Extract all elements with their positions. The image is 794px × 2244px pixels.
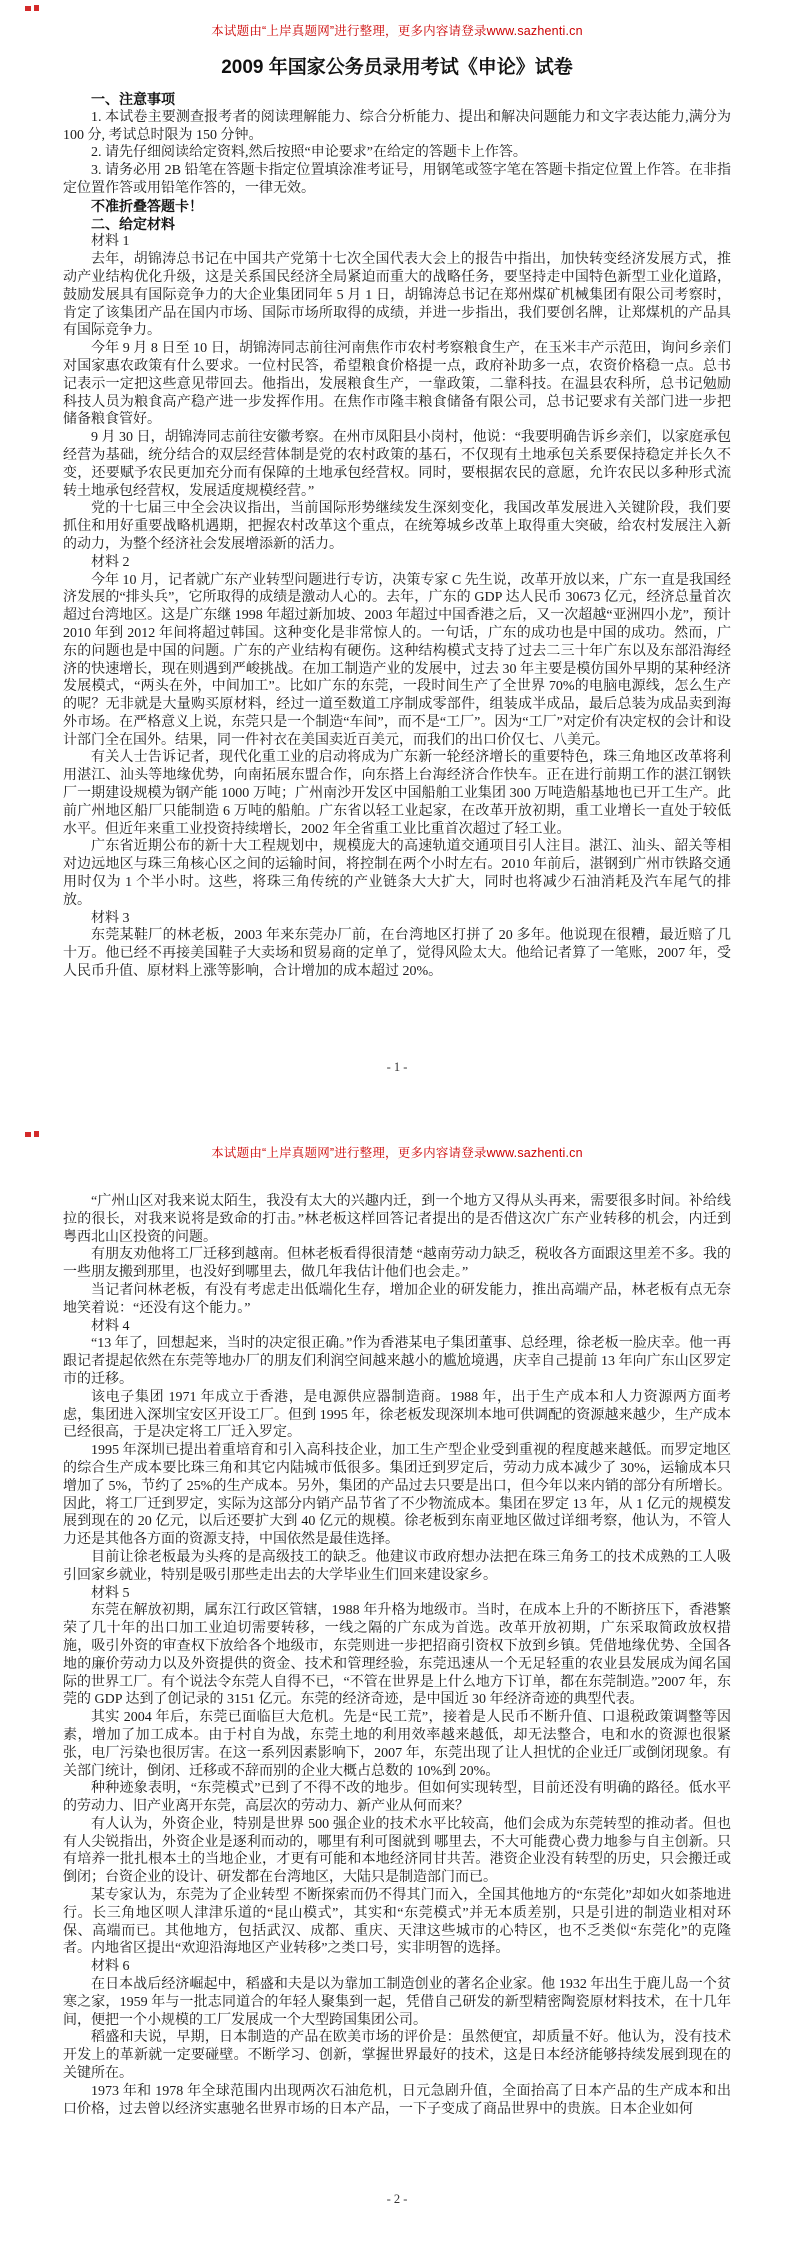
material-label: 材料 3: [91, 910, 130, 926]
material-label: 材料 1: [91, 234, 130, 250]
paragraph: 党的十七届三中全会决议指出，当前国际形势继续发生深刻变化，我国改革发展进入关键阶段，我们要抓住和用好重要战略机遇期，把握农村改革这个重点，在统筹城乡改革上取得重大突破，给农村发展注入新的动力，为整个经济社会发展增添新的活力。: [63, 501, 731, 552]
page-2: [0, 1122, 794, 2244]
paragraph: 2. 请先仔细阅读给定资料,然后按照“申论要求”在给定的答题卡上作答。: [91, 145, 527, 161]
section-heading: 一、注意事项: [91, 91, 175, 107]
paragraph: 去年，胡锦涛总书记在中国共产党第十七次全国代表大会上的报告中指出，加快转变经济发展方式，推动产业结构优化升级，这是关系国民经济全局紧迫而重大的战略任务，要坚持走中国特色新型工业化道路，鼓励发展具有国际竞争力的大企业集团同年 5 月 1 日，胡锦涛总书记在郑州煤矿机械集团有限公司考察时，肯定了该集团产品在国内市场、国际市场所取得的成绩，并进一步指出，我们要创名牌，让郑煤机的产品具有国际竞争力。: [63, 252, 731, 339]
paragraph: 东莞在解放初期，属东江行政区管辖，1988 年升格为地级市。当时，在成本上升的不断挤压下，香港繁荣了几十年的出口加工业迫切需要转移，一线之隔的广东成为首选。改革开放初期，广东采取简政放权措施，吸引外资的审查权下放给各个地级市，东莞则进一步把招商引资权下放到乡镇。凭借地缘优势、全国各地的廉价劳动力以及外资提供的资金、技术和管理经验，东莞迅速从一个无足轻重的农业县发展成为闻名国际的世界工厂。有个说法令东莞人自得不已，“不管在世界是上什么地方下订单，都在东莞制造。”2007 年，东莞的 GDP 达到了创记录的 3151 亿元。东莞的经济奇迹，是中国近 30 年经济奇迹的典型代表。: [63, 1603, 731, 1708]
paragraph: 广东省近期公布的新十大工程规划中，规模庞大的高速轨道交通项目引人注目。湛江、汕头、韶关等相对边远地区与珠三角核心区之间的运输时间，将控制在两个小时左右。2010 年前后，湛钢到广州市铁路交通用时仅为 1 个半小时。这些，将珠三角传统的产业链条大大扩大，同时也将减少石油消耗及汽车尾气的排放。: [63, 839, 731, 908]
paragraph: 今年 10 月，记者就广东产业转型问题进行专访，决策专家 C 先生说，改革开放以来，广东一直是我国经济发展的“排头兵”，它所取得的成绩是激动人心的。去年，广东的 GDP 达人民币 30673 亿元，经济总量首次超过台湾地区。这是广东继 1998 年超过新加坡、2003 年超过中国香港之后，又一次超越“亚洲四小龙”，预计 2010 年到 2012 年间将超过韩国。这种变化是非常惊人的。一句话，广东的成功也是中国的成功。然而，广东的问题也是中国的问题。广东的产业结构有硬伤。这种结构模式支持了过去二三十年广东以及东部沿海经济的快速增长，现在则遇到严峻挑战。在加工制造产业的发展中，过去 30 年主要是模仿国外早期的某种经济发展模式，“两头在外，中间加工”。比如广东的东莞，一段时间生产了全世界 70%的电脑电源线，怎么生产的呢？无非就是大量购买原材料，经过一道至数道工序制成零部件，组装成半成品，最后总装为成品卖到海外市场。在严格意义上说，东莞只是一个制造“车间”，而不是“工厂”。因为“工厂”对定价有决定权的会计和设计部门全在国外。结果，同一件衬衣在美国卖近百美元，而我们的出口价仅七、八美元。: [63, 572, 731, 748]
paragraph: 有朋友劝他将工厂迁移到越南。但林老板看得很清楚 “越南劳动力缺乏，税收各方面跟这里差不多。我的一些朋友搬到那里，也没好到哪里去，做几年我估计他们也会走。”: [63, 1247, 731, 1281]
paragraph: 稻盛和夫说，早期，日本制造的产品在欧美市场的评价是：虽然便宜，却质量不好。他认为，没有技术开发上的革新就一定要碰壁。不断学习、创新，掌握世界最好的技术，这是日本经济能够持续发展到现在的关键所在。: [63, 2030, 731, 2082]
source-watermark: 本试题由“上岸真题网”进行整理，更多内容请登录www.sazhenti.cn: [211, 24, 583, 38]
material-label: 材料 5: [91, 1585, 130, 1601]
section-heading: 二、给定材料: [91, 215, 175, 232]
paragraph: 1. 本试卷主要测查报考者的阅读理解能力、综合分析能力、提出和解决问题能力和文字表达能力,满分为 100 分, 考试总时限为 150 分钟。: [63, 109, 731, 143]
paragraph: 其实 2004 年后，东莞已面临巨大危机。先是“民工荒”，接着是人民币不断升值、口退税政策调整等因素，增加了加工成本。由于村自为战，东莞土地的利用效率越来越低，却无法整合，电和水的资源也很紧张，电厂污染也很厉害。在这一系列因素影响下，2007 年，东莞出现了让人担忧的企业迁厂或倒闭现象。有关部门统计，倒闭、迁移或不辞而别的企业大概占总数的 10%到 20%。: [63, 1710, 731, 1779]
material-label: 材料 6: [91, 1959, 130, 1975]
paragraph: 有人认为，外资企业，特别是世界 500 强企业的技术水平比较高，他们会成为东莞转型的推动者。但也有人尖锐指出，外资企业是逐利而动的，哪里有利可图就到 哪里去，不大可能费心费力地参与自主创新。只有培养一批扎根本土的当地企业，才更有可能和本地经济同甘共苦。港资企业没有转型的历史，只会搬迁或倒闭；台资企业的设计、研发都在台湾地区，大陆只是制造部门而已。: [63, 1816, 731, 1886]
red-stamp-artifact: [25, 1131, 41, 1138]
paragraph: 今年 9 月 8 日至 10 日，胡锦涛同志前往河南焦作市农村考察粮食生产，在玉米丰产示范田，询问乡亲们对国家惠农政策有什么要求。一位村民答，希望粮食价格提一点，政府补助多一点，农资价格稳一点。总书记表示一定把这些意见带回去。他指出，发展粮食生产，一靠政策，二靠科技。在温县农科所，总书记勉励科技人员为粮食高产稳产进一步发挥作用。在焦作市隆丰粮食储备有限公司，总书记要求有关部门进一步把储备粮食管好。: [63, 341, 731, 428]
material-label: 材料 4: [91, 1318, 130, 1334]
paragraph: 某专家认为，东莞为了企业转型 不断探索而仍不得其门而入，全国其他地方的“东莞化”却如火如荼地进行。长三角地区呗人津津乐道的“昆山模式”，其实和“东莞模式”并无本质差别，只是引进的制造业相对环保、高端而已。其他地方，包括武汉、成都、重庆、天津这些城市的心特区，也不乏类似“东莞化”的克隆者。内地省区提出“欢迎沿海地区产业转移”之类口号，实非明智的选择。: [63, 1888, 731, 1957]
material-label: 材料 2: [91, 554, 130, 570]
paragraph: 东莞某鞋厂的林老板，2003 年来东莞办厂前，在台湾地区打拼了 20 多年。他说现在很糟，最近赔了几十万。他已经不再接美国鞋子大卖场和贸易商的定单了，觉得风险太大。他给记者算了一笔账，2007 年，受人民币升值、原材料上涨等影响，合计增加的成本超过 20%。: [63, 928, 731, 980]
paragraph: 在日本战后经济崛起中，稻盛和夫是以为靠加工制造创业的著名企业家。他 1932 年出生于鹿儿岛一个贫寒之家，1959 年与一批志同道合的年轻人聚集到一起，凭借自己研发的新型精密陶瓷原材料技术，在十几年间，便把一个小规模的工厂发展成一个大型跨国集团公司。: [63, 1977, 731, 2028]
page-1-content: [63, 91, 731, 981]
paragraph: 该电子集团 1971 年成立于香港，是电源供应器制造商。1988 年，出于生产成本和人力资源两方面考虑，集团进入深圳宝安区开设工厂。但到 1995 年，徐老板发现深圳本地可供调配的资源越来越少，生产成本已经很高，于是决定将工厂迁入罗定。: [63, 1389, 731, 1441]
paragraph: 9 月 30 日，胡锦涛同志前往安徽考察。在州市凤阳县小岗村，他说：“我要明确告诉乡亲们，以家庭承包经营为基础，统分结合的双层经营体制是党的农村政策的基石，不仅现有土地承包关系要保持稳定并长久不变，还要赋予农民更加充分而有保障的土地承包经营权。同时，要根据农民的意愿，允许农民以多种形式流转土地承包经营权，发展适度规模经营。”: [63, 430, 731, 499]
document-title: 2009 年国家公务员录用考试《申论》试卷: [221, 57, 573, 78]
paragraph: 种种迹象表明，“东莞模式”已到了不得不改的地步。但如何实现转型，目前还没有明确的路径。低水平的劳动力、旧产业离开东莞，高层次的劳动力、新产业从何而来？: [63, 1781, 731, 1815]
paragraph: “13 年了，回想起来，当时的决定很正确。”作为香港某电子集团董事、总经理，徐老板一脸庆幸。他一再跟记者提起依然在东莞等地办厂的朋友们利润空间越来越小的尴尬境遇，庆幸自己提前 13 年向广东山区罗定市的迁移。: [63, 1336, 731, 1387]
page-1-number: - 1 -: [386, 1060, 408, 1074]
paragraph: 1995 年深圳已提出着重培育和引入高科技企业，加工生产型企业受到重视的程度越来越低。而罗定地区的综合生产成本要比珠三角和其它内陆城市低很多。集团迁到罗定后，劳动力成本减少了 30%，运输成本只增加了 5%，节约了 25%的生产成本。另外，集团的产品过去只要是出口，但今年以来内销的部分有所增长。因此，将工厂迁到罗定，实际为这部分内销产品节省了不少物流成本。集团在罗定 13 年，从 1 亿元的规模发展到现在的 20 亿元，以后还要扩大到 40 亿元的规模。徐老板到东南亚地区做过详细考察，他认为，不管人力还是其他各方面的资源支持，中国依然是最佳选择。: [63, 1443, 731, 1548]
page-2-number: - 2 -: [386, 2192, 408, 2206]
paragraph: 当记者问林老板，有没有考虑走出低端化生存，增加企业的研发能力，推出高端产品，林老板有点无奈地笑着说：“还没有这个能力。”: [63, 1282, 731, 1316]
paragraph: 有关人士告诉记者，现代化重工业的启动将成为广东新一轮经济增长的重要特色，珠三角地区改革将利用湛江、汕头等地缘优势，向南拓展东盟合作，向东搭上台海经济合作快车。正在进行前期工作的湛江钢铁厂一期建设规模为钢产能 1000 万吨；广州南沙开发区中国船舶工业集团 300 万吨造船基地也已开工生产。此前广州地区船厂只能制造 6 万吨的船舶。广东省以轻工业起家，在改革开放初期，重工业增长一直处于较低水平。但近年来重工业投资持续增长，2002 年全省重工业比重首次超过了轻工业。: [63, 750, 731, 837]
page-2-content: [63, 1193, 731, 2118]
paragraph: 1973 年和 1978 年全球范围内出现两次石油危机，日元急剧升值，全面抬高了日本产品的生产成本和出口价格，过去曾以经济实惠驰名世界市场的日本产品，一下子变成了商品世界中的贵族。日本企业如何: [63, 2083, 731, 2117]
paragraph: 3. 请务必用 2B 铅笔在答题卡指定位置填涂准考证号，用钢笔或签字笔在答题卡指定位置上作答。在非指定位置作答或用铅笔作答的，一律无效。: [63, 163, 731, 196]
red-stamp-artifact: [25, 5, 41, 12]
instruction-notice: 不准折叠答题卡！: [91, 197, 203, 214]
paragraph: “广州山区对我来说太陌生，我没有太大的兴趣内迁，到一个地方又得从头再来，需要很多时间。补给线拉的很长，对我来说将是致命的打击。”林老板这样回答记者提出的是否借这次广东产业转移的机会，内迁到粤西北山区投资的问题。: [63, 1194, 731, 1245]
source-watermark: 本试题由“上岸真题网”进行整理，更多内容请登录www.sazhenti.cn: [211, 1146, 583, 1160]
paragraph: 目前让徐老板最为头疼的是高级技工的缺乏。他建议市政府想办法把在珠三角务工的技术成熟的工人吸引回家乡就业，特别是吸引那些走出去的大学毕业生们回来建设家乡。: [63, 1549, 731, 1583]
